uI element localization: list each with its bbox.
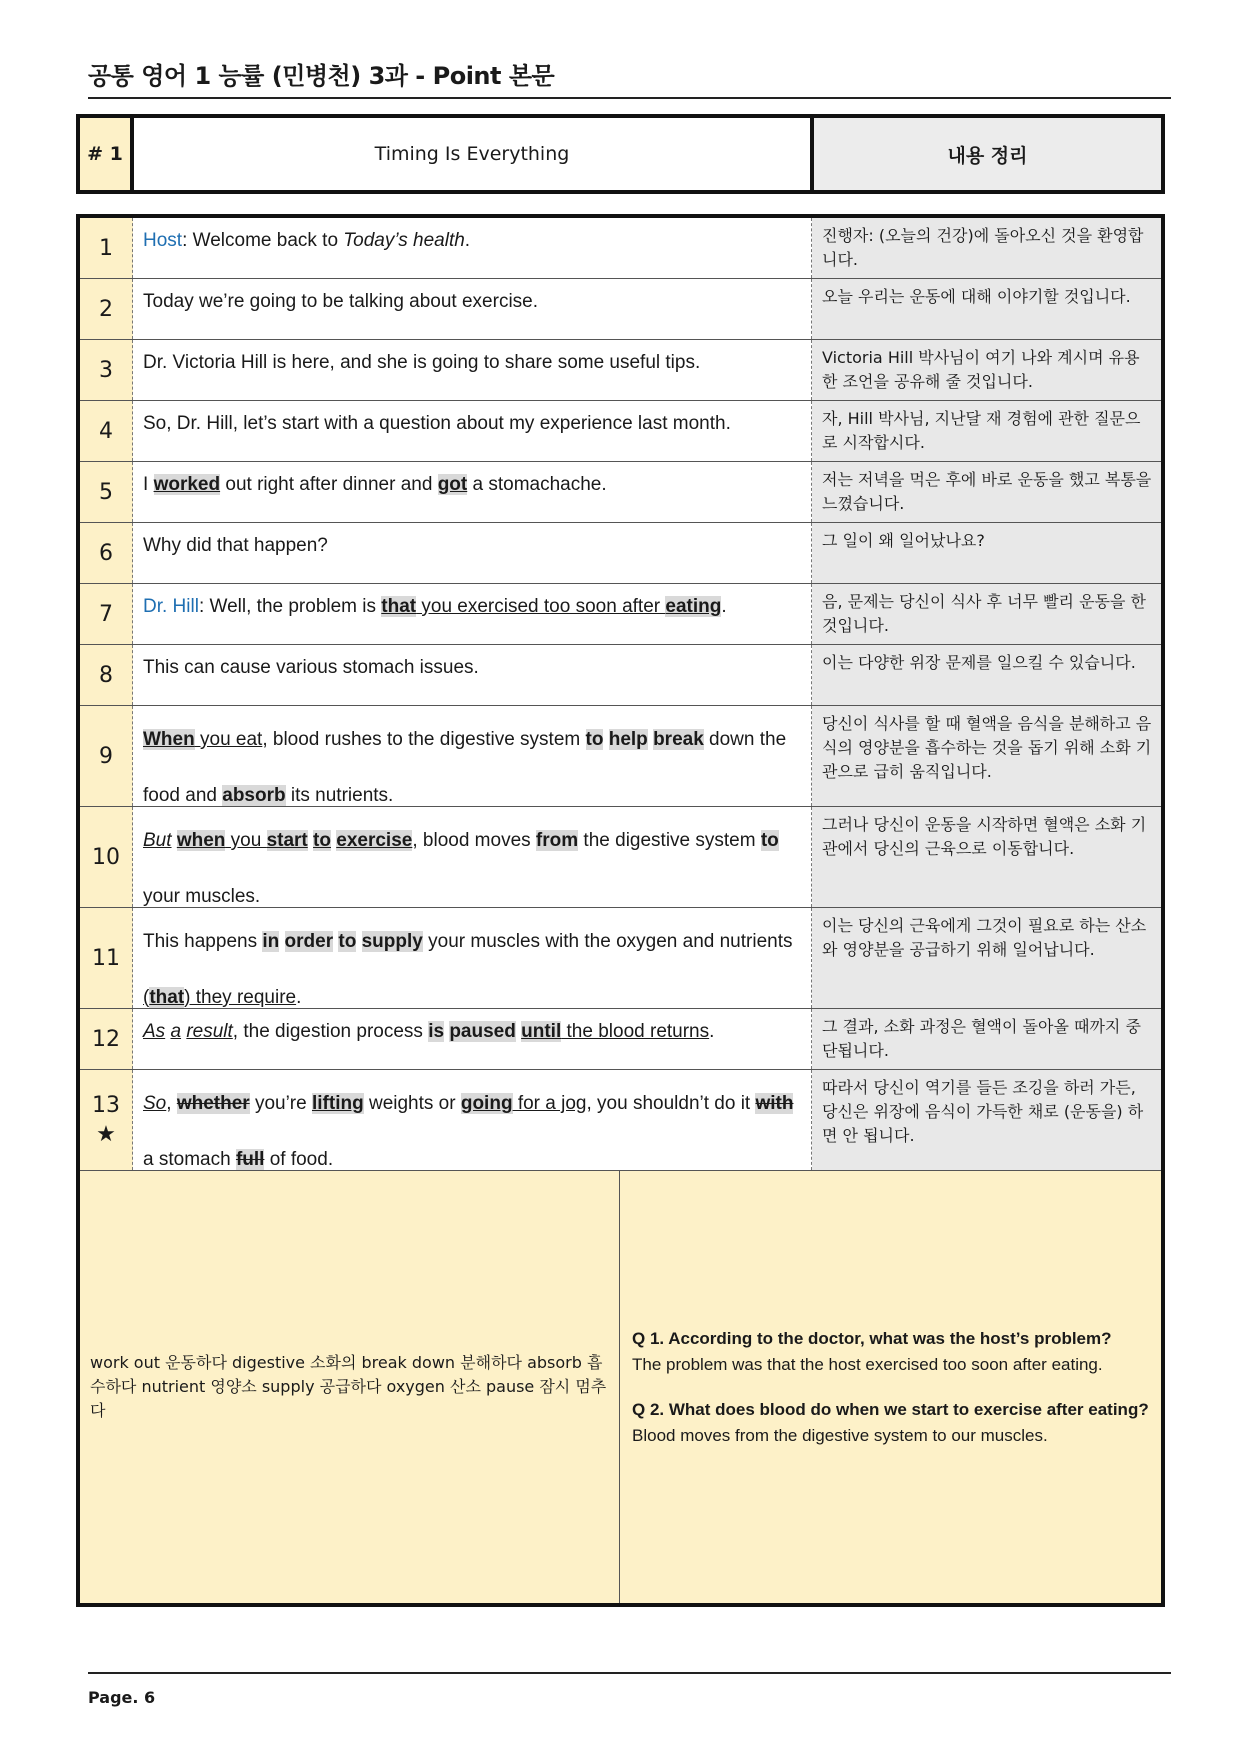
sentence-number — [80, 462, 133, 522]
sentence-segment: lifting — [311, 1093, 364, 1114]
sentence-segment: I — [143, 474, 154, 495]
sentence-segment: This can cause various stomach issues. — [143, 657, 479, 678]
page-number: Page. 6 — [88, 1688, 156, 1707]
sentence-segment: weights or — [363, 1093, 461, 1114]
korean-translation: 저는 저녁을 먹은 후에 바로 운동을 했고 복통을 느꼈습니다. — [812, 462, 1161, 522]
sentence-segment: , you shouldn’t do it — [586, 1093, 756, 1114]
sentence-row — [80, 908, 1161, 1009]
sentence-segment: out right after dinner and — [220, 474, 438, 495]
english-sentence — [133, 584, 812, 644]
sentence-segment: with — [755, 1093, 794, 1114]
sentence-segment: a stomach — [143, 1149, 236, 1170]
sentence-segment: got — [437, 474, 468, 495]
sentence-segment — [356, 931, 361, 952]
sentence-segment: start — [266, 830, 308, 851]
sentence-segment: to — [585, 729, 604, 750]
korean-translation: Victoria Hill 박사님이 여기 나와 계시며 유용한 조언을 공유해 줄 것입니다. — [812, 340, 1161, 400]
sentence-number-text: 1 — [99, 235, 113, 261]
english-sentence — [133, 807, 812, 907]
sentence-number-text: 9 — [99, 743, 113, 769]
sentence-number — [80, 218, 133, 278]
sentence-number-text: 6 — [99, 540, 113, 566]
sentence-segment: a stomachache. — [467, 474, 607, 495]
sentence-segment: . — [296, 987, 302, 1008]
vocabulary-text: work out 운동하다 digestive 소화의 break down 분해하다 absorb 흡수하다 nutrient 영양소 supply 공급하다 oxygen 산소 pause 잠시 멈추다 — [90, 1353, 607, 1420]
sentence-row — [80, 807, 1161, 908]
sentence-row — [80, 523, 1161, 584]
english-sentence — [133, 340, 812, 400]
sentence-number — [80, 340, 133, 400]
title-divider — [88, 97, 1171, 99]
answer-2: Blood moves from the digestive system to our muscles. — [632, 1425, 1048, 1445]
sentence-number-text: 8 — [99, 662, 113, 688]
korean-translation: 자, Hill 박사님, 지난달 재 경험에 관한 질문으로 시작합시다. — [812, 401, 1161, 461]
sentence-segment: from — [535, 830, 579, 851]
english-sentence — [133, 1070, 812, 1170]
english-sentence — [133, 1009, 812, 1069]
korean-translation: 그 일이 왜 일어났나요? — [812, 523, 1161, 583]
sentence-number — [80, 401, 133, 461]
korean-translation: 진행자: (오늘의 건강)에 돌아오신 것을 환영합니다. — [812, 218, 1161, 278]
sentence-row — [80, 340, 1161, 401]
sentence-row — [80, 401, 1161, 462]
korean-translation: 당신이 식사를 할 때 혈액을 음식을 분해하고 음식의 영양분을 흡수하는 것을 돕기 위해 소화 기관으로 급히 움직입니다. — [812, 706, 1161, 806]
summary-label: 내용 정리 — [814, 118, 1161, 190]
sentence-number-text: 4 — [99, 418, 113, 444]
sentence-row — [80, 1009, 1161, 1070]
sentence-row — [80, 1070, 1161, 1171]
sentence-row — [80, 584, 1161, 645]
sentence-segment: when — [176, 830, 226, 851]
sentence-segment: So — [143, 1093, 167, 1114]
sentence-row — [80, 645, 1161, 706]
sentence-segment: your muscles. — [143, 886, 261, 907]
question-2: Q 2. What does blood do when we start to exercise after eating? — [632, 1400, 1149, 1419]
sentence-segment: you — [225, 830, 267, 851]
sentence-segment: order — [284, 931, 334, 952]
english-sentence — [133, 523, 812, 583]
sentence-segment: the blood returns — [561, 1021, 710, 1042]
sentence-number — [80, 807, 133, 907]
sentence-row — [80, 706, 1161, 807]
page-title: 공통 영어 1 능률 (민병천) 3과 - Point 본문 — [88, 62, 555, 90]
sentence-row — [80, 279, 1161, 340]
korean-translation: 그러나 당신이 운동을 시작하면 혈액은 소화 기관에서 당신의 근육으로 이동합니다. — [812, 807, 1161, 907]
english-sentence — [133, 401, 812, 461]
sentence-segment: ) they require — [184, 987, 297, 1008]
sentence-number — [80, 908, 133, 1008]
lesson-number: # 1 — [80, 118, 134, 190]
sentence-number — [80, 523, 133, 583]
sentence-number — [80, 645, 133, 705]
sentence-segment: exercise — [336, 830, 413, 851]
sentence-segment: the digestive system — [578, 830, 761, 851]
sentence-segment: your muscles with the oxygen and nutrients — [422, 931, 793, 952]
sentence-segment: for a jog — [512, 1093, 587, 1114]
sentence-segment: , the digestion process — [232, 1021, 429, 1042]
sentence-number-text: 2 — [99, 296, 113, 322]
korean-translation: 이는 다양한 위장 문제를 일으킬 수 있습니다. — [812, 645, 1161, 705]
sentence-segment: , — [166, 1093, 177, 1114]
sentence-segment: , blood rushes to the digestive system — [262, 729, 586, 750]
sentence-segment: worked — [153, 474, 221, 495]
sentence-segment: of food. — [264, 1149, 334, 1170]
sentence-rows — [80, 218, 1161, 1171]
sentence-segment: paused — [449, 1021, 516, 1042]
english-sentence — [133, 279, 812, 339]
sentence-segment: . — [464, 230, 471, 251]
footer-divider — [88, 1672, 1171, 1674]
sentence-segment: When — [143, 729, 195, 750]
question-1: Q 1. According to the doctor, what was the host’s problem? — [632, 1329, 1112, 1348]
vocabulary-box — [80, 1171, 620, 1603]
sentence-segment: Dr. Victoria Hill is here, and she is going to share some useful tips. — [143, 352, 701, 373]
sentence-segment: full — [235, 1149, 265, 1170]
sentence-number-text: 7 — [99, 601, 113, 627]
sentence-row — [80, 218, 1161, 279]
sentence-segment: But — [143, 830, 172, 851]
star-icon: ★ — [96, 1122, 116, 1147]
sentence-segment: you eat — [194, 729, 263, 750]
english-sentence — [133, 908, 812, 1008]
sentence-segment: help — [608, 729, 648, 750]
sentence-number-text: 5 — [99, 479, 113, 505]
lesson-title: Timing Is Everything — [134, 118, 814, 190]
sentence-number — [80, 1070, 133, 1170]
sentence-segment: a — [170, 1021, 182, 1042]
sentence-segment: down the food and — [143, 729, 787, 806]
sentence-segment: that — [381, 596, 417, 617]
korean-translation: 그 결과, 소화 과정은 혈액이 돌아올 때까지 중단됩니다. — [812, 1009, 1161, 1069]
sentence-number-text: 12 — [92, 1026, 120, 1052]
sentence-segment: As — [143, 1021, 166, 1042]
sentence-segment: eating — [665, 596, 722, 617]
sentence-segment: result — [186, 1021, 233, 1042]
sentence-segment: break — [653, 729, 704, 750]
korean-translation: 이는 당신의 근육에게 그것이 필요로 하는 산소와 영양분을 공급하기 위해 일어납니다. — [812, 908, 1161, 1008]
english-sentence — [133, 218, 812, 278]
sentence-segment: This happens — [143, 931, 263, 952]
sentence-segment: ( — [143, 987, 150, 1008]
sentence-segment: whether — [176, 1093, 250, 1114]
sentence-segment — [603, 729, 608, 750]
sentence-segment: you’re — [249, 1093, 312, 1114]
sentence-segment: Today we’re going to be talking about exercise. — [143, 291, 539, 312]
sentence-segment: you exercised too soon after — [416, 596, 666, 617]
sentence-row — [80, 462, 1161, 523]
sentence-segment: . — [721, 596, 727, 617]
sentence-segment: : Well, the problem is — [198, 596, 382, 617]
sentence-segment: is — [428, 1021, 445, 1042]
question-box — [620, 1171, 1161, 1603]
sentence-number — [80, 279, 133, 339]
sentence-number-text: 11 — [92, 945, 120, 971]
sentence-segment: : Welcome back to — [182, 230, 344, 251]
sentence-segment: going — [460, 1093, 513, 1114]
speaker-label: Host — [143, 230, 183, 251]
review-section — [80, 1171, 1161, 1603]
sentence-segment: that — [149, 987, 185, 1008]
sentence-segment: supply — [361, 931, 423, 952]
sentence-number — [80, 706, 133, 806]
sentence-number-text: 10 — [92, 844, 120, 870]
sentence-segment: its nutrients. — [285, 785, 394, 806]
sentence-number-text: 13 — [92, 1093, 120, 1118]
korean-translation: 음, 문제는 당신이 식사 후 너무 빨리 운동을 한 것입니다. — [812, 584, 1161, 644]
answer-1: The problem was that the host exercised too soon after eating. — [632, 1354, 1103, 1374]
sentence-segment: to — [313, 830, 331, 851]
sentence-segment: Why did that happen? — [143, 535, 328, 556]
english-sentence — [133, 645, 812, 705]
sentence-segment — [279, 931, 284, 952]
sentence-segment: Today’s health — [343, 230, 465, 251]
sentence-segment: in — [262, 931, 280, 952]
korean-translation: 오늘 우리는 운동에 대해 이야기할 것입니다. — [812, 279, 1161, 339]
sentence-segment: to — [338, 931, 357, 952]
sentence-number — [80, 1009, 133, 1069]
english-sentence — [133, 462, 812, 522]
speaker-label: Dr. Hill — [143, 596, 199, 617]
sentence-number-text: 3 — [99, 357, 113, 383]
sentence-segment: , blood moves — [412, 830, 536, 851]
sentence-table — [76, 214, 1165, 1607]
korean-translation: 따라서 당신이 역기를 들든 조깅을 하러 가든, 당신은 위장에 음식이 가득한 채로 (운동을) 하면 안 됩니다. — [812, 1070, 1161, 1170]
sentence-segment: to — [760, 830, 779, 851]
english-sentence — [133, 706, 812, 806]
lesson-header — [76, 114, 1165, 194]
sentence-segment: . — [709, 1021, 715, 1042]
sentence-segment: absorb — [222, 785, 286, 806]
sentence-segment: So, Dr. Hill, let’s start with a question about my experience last month. — [143, 413, 731, 434]
sentence-number — [80, 584, 133, 644]
sentence-segment: until — [521, 1021, 562, 1042]
